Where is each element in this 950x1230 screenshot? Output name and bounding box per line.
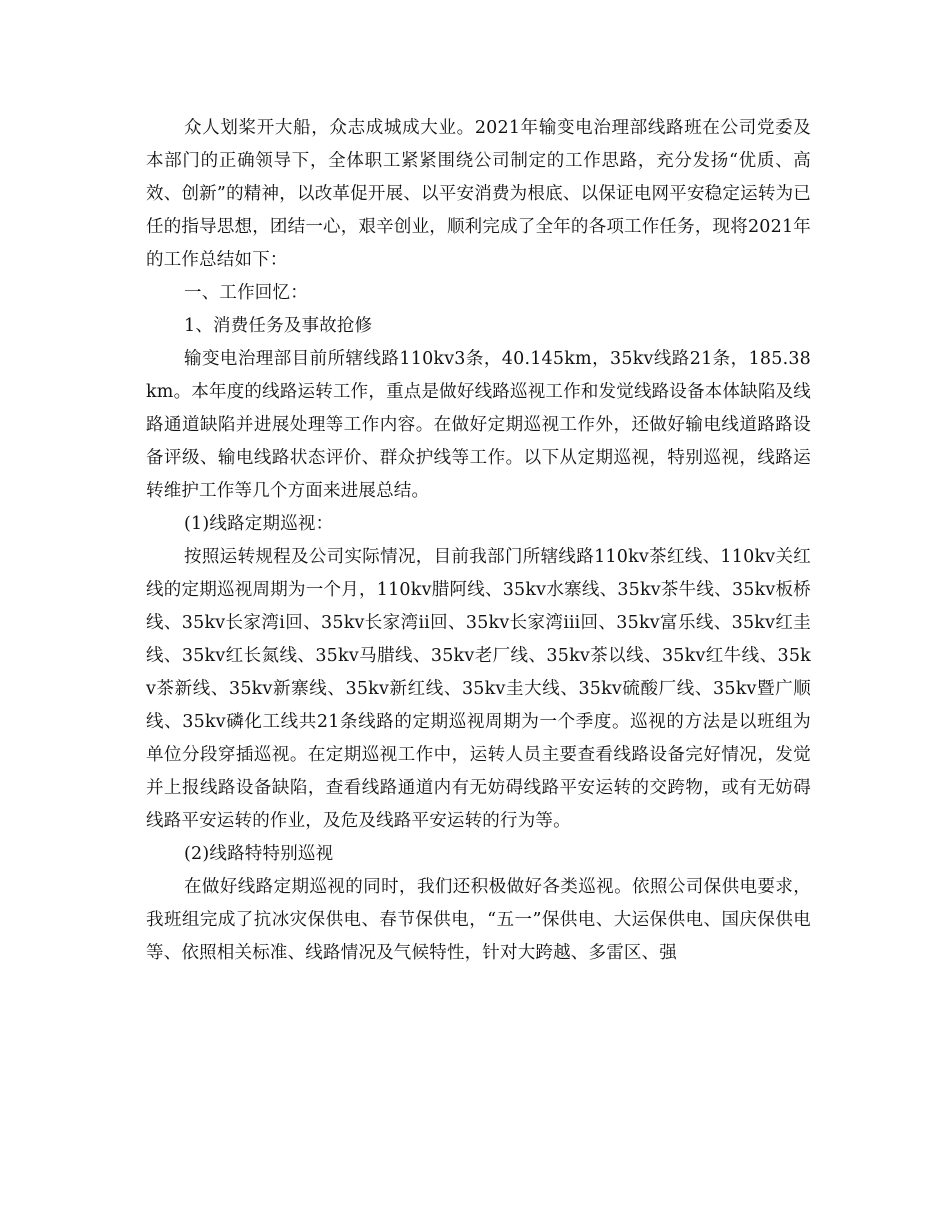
special-patrol-paragraph: 在做好线路定期巡视的同时，我们还积极做好各类巡视。依照公司保供电要求，我班组完成了抗冰灾保供电、春节保供电，“五一”保供电、大运保供电、国庆保供电等、依照相关标准、线路情况及气候特性，针对大跨越、多雷区、强	[146, 877, 811, 963]
intro-paragraph: 众人划桨开大船，众志成城成大业。2021年输变电治理部线路班在公司党委及本部门的正确领导下，全体职工紧紧围绕公司制定的工作思路，充分发扬“优质、高效、创新”的精神，以改革促开展、以平安消费为根底、以保证电网平安稳定运转为已任的指导思想，团结一心，艰辛创业，顺利完成了全年的各项工作任务，现将2021年的工作总结如下：	[146, 118, 811, 270]
periodic-patrol-paragraph: 按照运转规程及公司实际情况，目前我部门所辖线路110kv茶红线、110kv关红线的定期巡视周期为一个月，110kv腊阿线、35kv水寨线、35kv茶牛线、35kv板桥线、35kv长家湾ⅰ回、35kv长家湾ⅱ回、35kv长家湾ⅲ回、35kv富乐线、35kv红圭线、35kv红长氮线、35kv马腊线、35kv老厂线、35kv茶以线、35kv红牛线、35kv茶新线、35kv新寨线、35kv新红线、35kv圭大线、35kv硫酸厂线、35kv暨广顺线、35kv磷化工线共21条线路的定期巡视周期为一个季度。巡视的方法是以班组为单位分段穿插巡视。在定期巡视工作中，运转人员主要查看线路设备完好情况，发觉并上报线路设备缺陷，查看线路通道内有无妨碍线路平安运转的交跨物，或有无妨碍线路平安运转的作业，及危及线路平安运转的行为等。	[146, 547, 811, 831]
subsection-heading-tasks-repair: 1、消费任务及事故抢修	[184, 316, 373, 336]
lines-overview-paragraph: 输变电治理部目前所辖线路110kv3条，40.145km，35kv线路21条，185.38km。本年度的线路运转工作，重点是做好线路巡视工作和发觉线路设备本体缺陷及线路通道缺陷并进展处理等工作内容。在做好定期巡视工作外，还做好输电线道路路设备评级、输电线路状态评价、群众护线等工作。以下从定期巡视，特别巡视，线路运转维护工作等几个方面来进展总结。	[146, 349, 811, 501]
item-heading-special-patrol: (2)线路特特别巡视	[184, 844, 334, 864]
document-body	[146, 112, 811, 970]
section-heading-work-review: 一、工作回忆：	[184, 283, 308, 303]
item-heading-periodic-patrol: (1)线路定期巡视：	[184, 514, 334, 534]
